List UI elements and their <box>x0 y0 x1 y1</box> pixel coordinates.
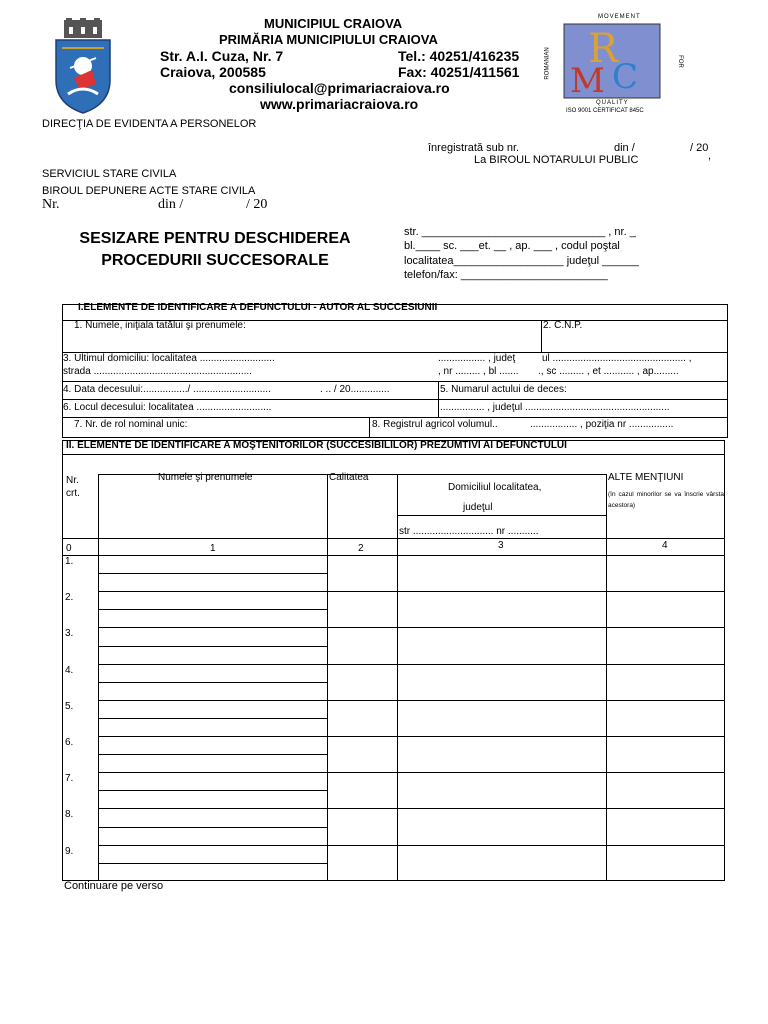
svg-text:C: C <box>612 57 639 97</box>
cert-text-top: MOVEMENT <box>598 14 641 20</box>
heir-row-number: 7. <box>65 773 74 785</box>
col-calitatea: Calitatea <box>329 472 369 483</box>
col-nr-line1: Nr. <box>66 475 79 486</box>
col-index-1: 1 <box>210 543 216 554</box>
field-locul-judet[interactable]: ................ , judeţul .................................................... <box>440 402 670 413</box>
birou-depunere-label: BIROUL DEPUNERE ACTE STARE CIVILA <box>42 185 256 197</box>
col-domiciliu-2: judeţul <box>463 502 493 513</box>
header-city: Craiova, 200585 <box>160 64 266 80</box>
section2-title: II. ELEMENTE DE IDENTIFICARE A MOŞTENITORILOR (SUCCESIBILILOR) PREZUMTIVI AI DEFUNCTULUI <box>66 440 567 451</box>
field-judet-cont[interactable]: ul ................................................ , <box>542 353 692 364</box>
nr-year: / 20 <box>246 197 268 212</box>
col-alte-mentiuni: ALTE MENŢIUNI <box>608 472 684 483</box>
form-title-line1: SESIZARE PENTRU DESCHIDEREA <box>79 230 351 247</box>
field-nume-defunct[interactable]: 1. Numele, iniţiala tatălui şi prenumele: <box>74 320 246 331</box>
heir-row-number: 6. <box>65 737 74 748</box>
header-email[interactable]: consiliulocal@primariacraiova.ro <box>229 80 450 96</box>
col-alte-note: (în cazul minorilor se va înscrie vârsta acestora) <box>608 491 724 509</box>
heir-row-number: 5. <box>65 700 74 712</box>
field-strada[interactable]: strada ......................................................... <box>63 366 252 377</box>
header-fax: Fax: 40251/411561 <box>398 64 520 80</box>
field-data-decesului[interactable]: 4. Data decesului:................/ ............................ <box>63 384 271 395</box>
nr-din: din / <box>158 197 184 212</box>
footer-continuare: Continuare pe verso <box>64 880 164 892</box>
address-line-street[interactable]: str. ______________________________ , nr. _ <box>404 226 636 238</box>
inregistrata-label: înregistrată sub nr. <box>428 142 520 154</box>
col-index-3: 3 <box>498 540 504 551</box>
heir-row-number: 8. <box>65 809 74 821</box>
header-address: Str. A.I. Cuza, Nr. 7 <box>160 48 284 64</box>
field-pozitia[interactable]: ................. , poziţia nr ................ <box>530 419 674 430</box>
col-nume-prenume: Numele şi prenumele <box>158 472 253 483</box>
field-data-an[interactable]: . .. / 20.............. <box>320 384 390 395</box>
form-title-line2: PROCEDURII SUCCESORALE <box>101 252 329 269</box>
header-municipiul: MUNICIPIUL CRAIOVA <box>264 16 403 31</box>
header-primaria: PRIMĂRIA MUNICIPIULUI CRAIOVA <box>219 32 438 47</box>
col-domiciliu-3: str ............................. nr ........... <box>399 526 539 537</box>
cert-text-iso: ISO 9001 CERTIFICAT 845C <box>566 108 644 114</box>
directia-label: DIRECŢIA DE EVIDENTA A PERSONELOR <box>42 118 257 130</box>
field-judet[interactable]: ................. , judeţ <box>438 353 516 364</box>
nr-label: Nr. <box>42 197 60 212</box>
field-cnp[interactable]: 2. C.N.P. <box>543 320 583 331</box>
inregistrata-din: din / <box>614 142 635 154</box>
svg-text:R: R <box>588 26 619 72</box>
field-ultimul-domiciliu[interactable]: 3. Ultimul domiciliu: localitatea ........................... <box>63 353 275 364</box>
section1-title: I.ELEMENTE DE IDENTIFICARE A DEFUNCTULUI - AUTOR AL SUCCESIUNII <box>78 302 438 313</box>
inregistrata-year: / 20 <box>690 142 709 154</box>
cert-text-right: FOR <box>676 55 683 68</box>
address-line-phone[interactable]: telefon/fax: ________________________ <box>404 269 608 281</box>
field-registrul-agricol[interactable]: 8. Registrul agricol volumul.. <box>372 419 498 430</box>
field-rol-nominal[interactable]: 7. Nr. de rol nominal unic: <box>74 419 188 430</box>
coat-of-arms-logo <box>52 18 114 114</box>
address-line-locality[interactable]: localitatea__________________ judeţul ______ <box>404 255 639 267</box>
svg-text:M: M <box>570 61 605 101</box>
field-nr-bl[interactable]: , nr ......... , bl ....... <box>438 366 519 377</box>
field-locul-decesului[interactable]: 6. Locul decesului: localitatea ........................... <box>63 402 272 413</box>
address-line-building[interactable]: bl.____ sc. ___et. __ , ap. ___ , codul poştal <box>404 240 620 252</box>
heir-row-number: 9. <box>65 845 74 857</box>
field-sc-et-ap[interactable]: ., sc ......... , et ........... , ap......... <box>538 366 679 377</box>
birou-notarului: La BIROUL NOTARULUI PUBLIC <box>474 154 639 166</box>
field-numar-act-deces[interactable]: 5. Numarul actului de deces: <box>440 384 567 395</box>
header-website[interactable]: www.primariacraiova.ro <box>260 96 419 112</box>
heir-row-number: 1. <box>65 556 74 567</box>
col-index-0: 0 <box>66 543 72 554</box>
col-index-2: 2 <box>358 543 364 554</box>
heir-row-number: 2. <box>65 592 74 604</box>
heir-row-number: 4. <box>65 664 74 676</box>
cert-text-quality: QUALITY <box>596 100 629 106</box>
col-nr-line2: crt. <box>66 488 80 499</box>
serviciu-label: SERVICIUL STARE CIVILA <box>42 168 177 180</box>
col-index-4: 4 <box>662 540 668 551</box>
cert-text-left: ROMANIAN <box>544 47 551 80</box>
heir-row-number: 3. <box>65 628 74 640</box>
birou-comma: , <box>708 150 712 162</box>
header-tel: Tel.: 40251/416235 <box>398 48 520 64</box>
col-domiciliu-1: Domiciliul localitatea, <box>448 482 542 493</box>
